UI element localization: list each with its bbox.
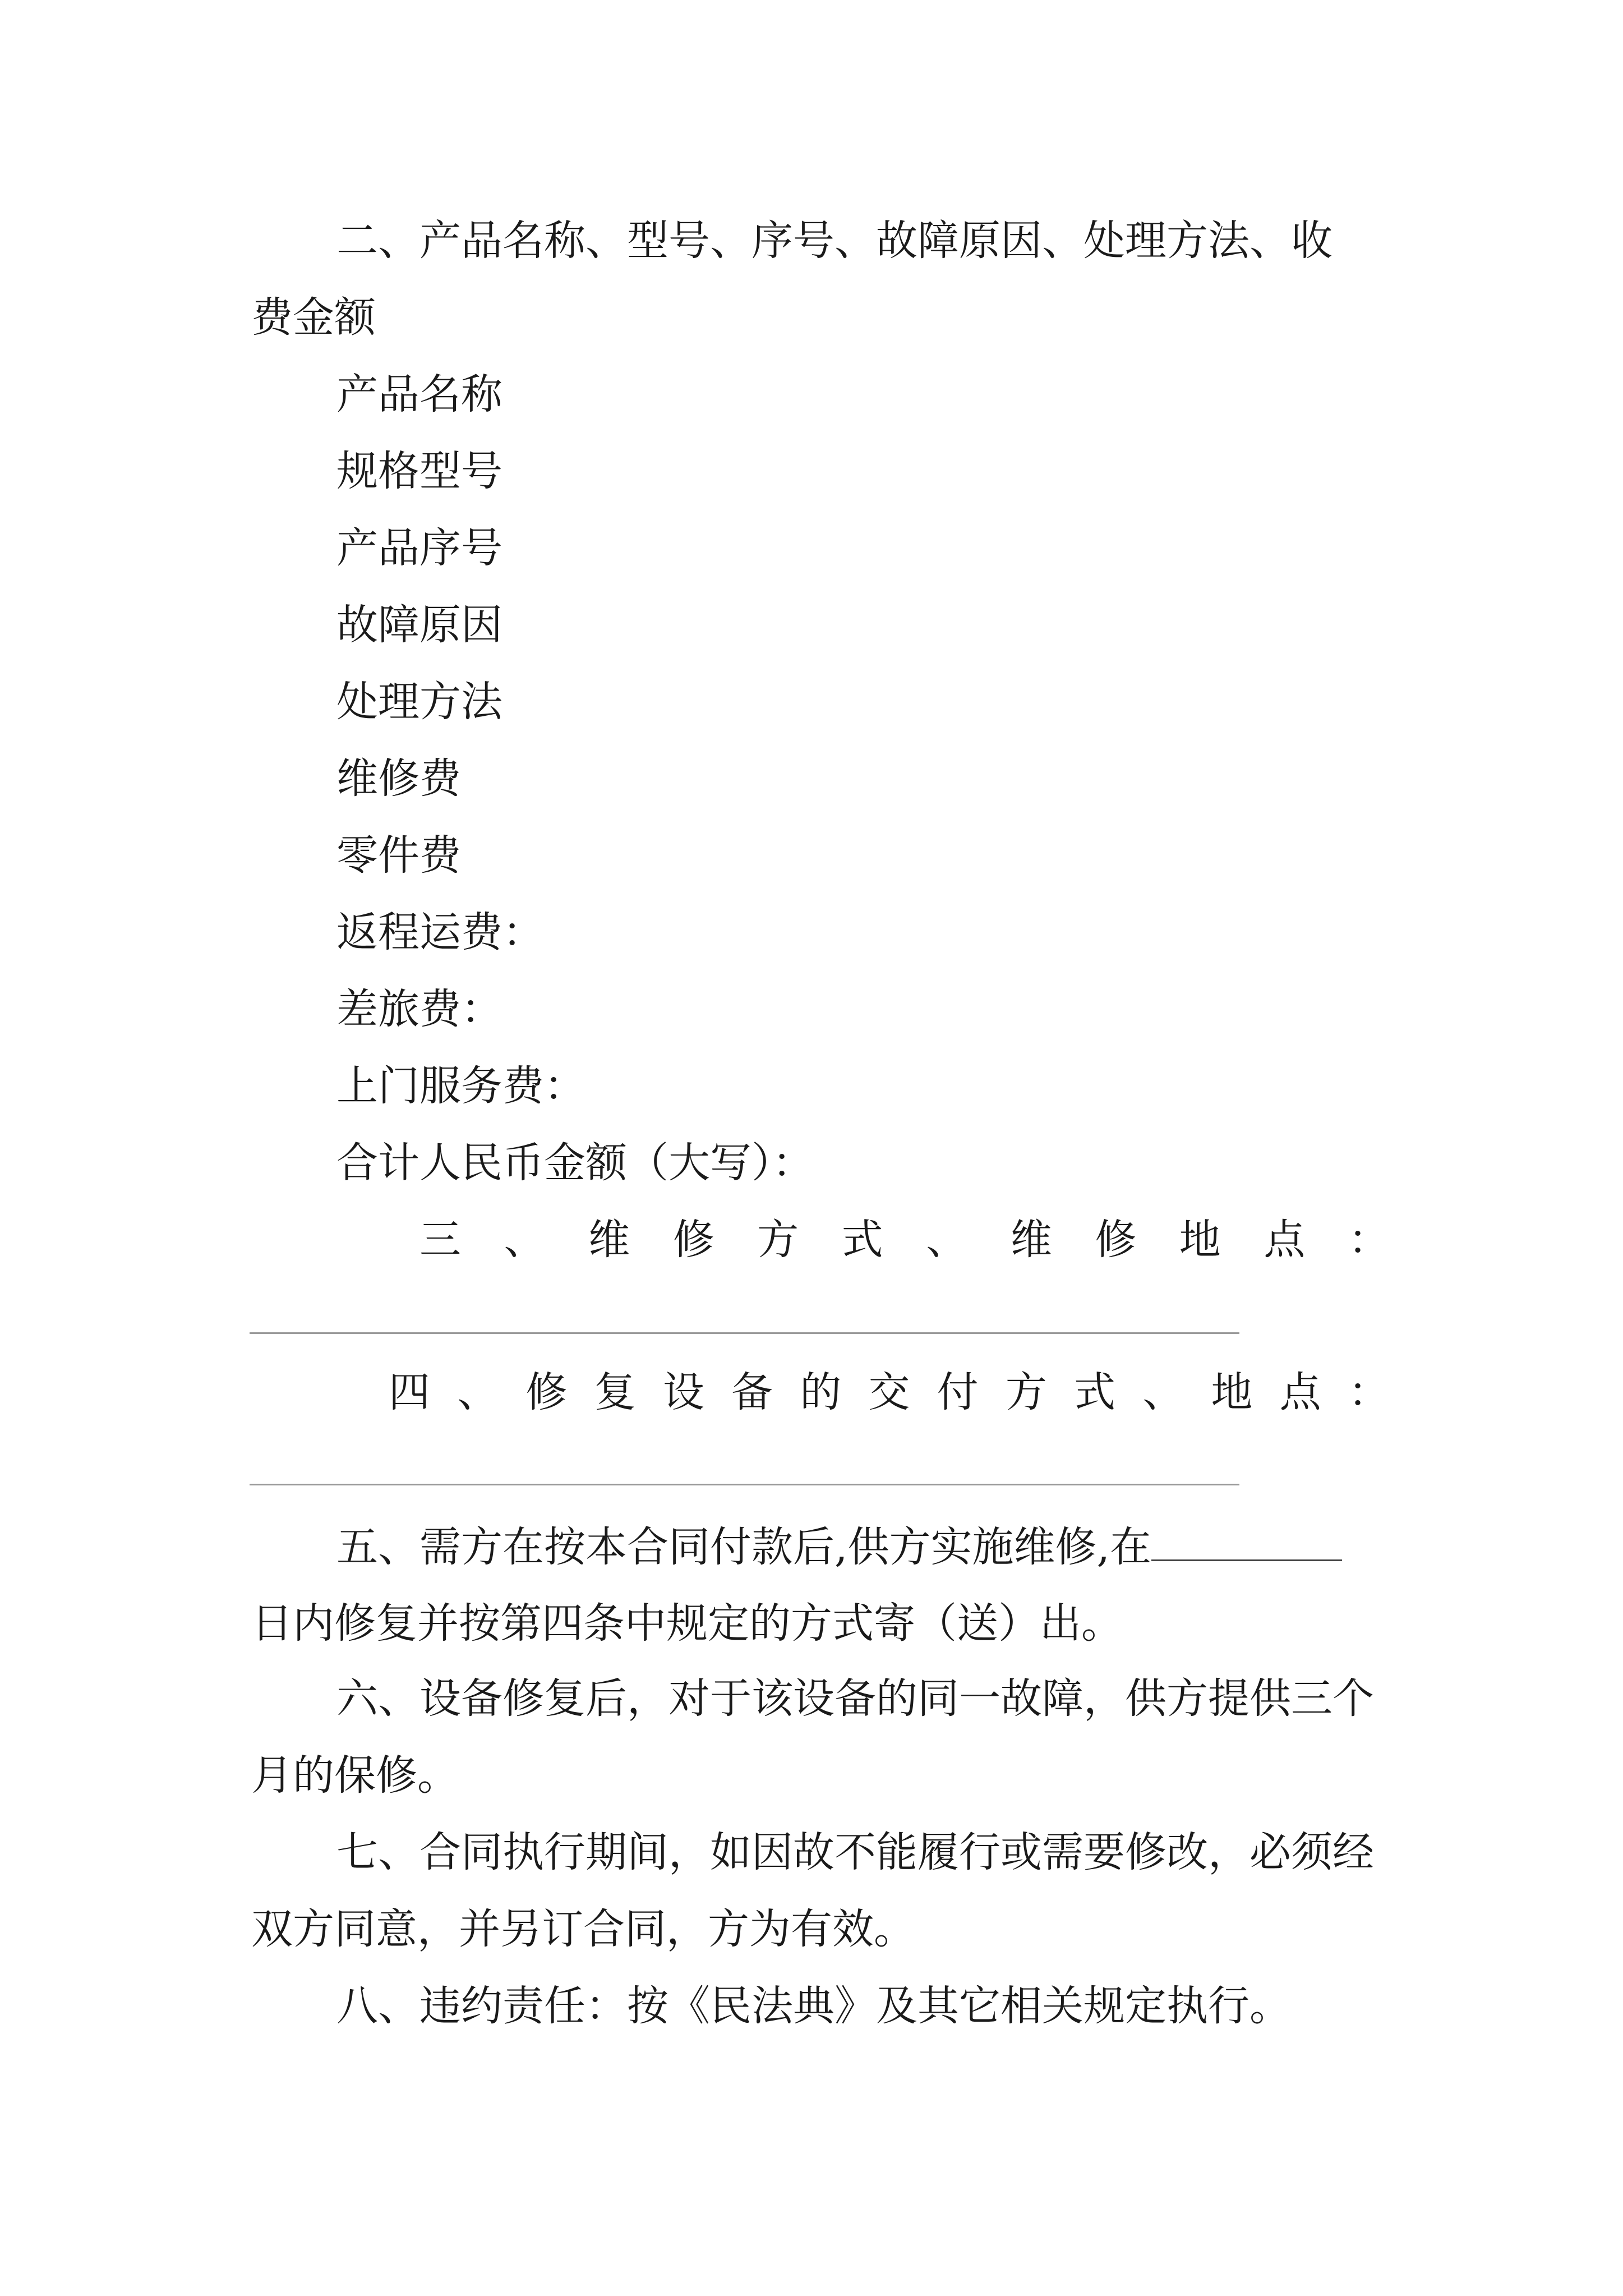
- section-6-paragraph: 六、设备修复后，对于该设备的同一故障，供方提供三个月的保修。: [251, 1674, 1374, 1800]
- item-travel-expense: 差旅费：: [336, 985, 502, 1033]
- days-blank-field[interactable]: [1151, 1526, 1342, 1561]
- heading-char: 复: [594, 1368, 636, 1416]
- section-5-text-part1: 五、需方在按本合同付款后,供方实施维修,在: [336, 1523, 1152, 1571]
- section-7-paragraph: 七、合同执行期间，如因故不能履行或需要修改，必须经双方同意，并另订合同，方为有效。: [251, 1828, 1374, 1953]
- heading-char: 维: [1010, 1216, 1052, 1264]
- section-2-heading-line2: 费金额: [251, 293, 376, 342]
- heading-char: 交: [868, 1368, 910, 1416]
- item-product-name: 产品名称: [336, 370, 502, 418]
- section-8-paragraph: 八、违约责任：按《民法典》及其它相关规定执行。: [336, 1982, 1291, 2030]
- section-3-heading: [251, 1216, 1390, 1264]
- heading-char: 式: [841, 1216, 883, 1264]
- item-return-freight: 返程运费：: [336, 908, 544, 956]
- section-5-line1: [336, 1523, 1342, 1571]
- heading-char: 式: [1074, 1368, 1116, 1416]
- heading-char: 四: [389, 1368, 430, 1416]
- item-onsite-service-fee: 上门服务费：: [336, 1062, 585, 1110]
- section-4-heading: [251, 1368, 1390, 1416]
- item-parts-fee: 零件费: [336, 831, 461, 880]
- item-fault-cause: 故障原因: [336, 601, 502, 649]
- section-5-line2: 日内修复并按第四条中规定的方式寄（送）出。: [251, 1599, 1123, 1648]
- heading-char: ：: [1348, 1368, 1390, 1416]
- heading-char: 修: [525, 1368, 568, 1416]
- heading-char: 、: [926, 1216, 968, 1264]
- heading-char: 方: [757, 1216, 799, 1264]
- item-model: 规格型号: [336, 447, 502, 495]
- fill-in-line-repair-location[interactable]: [250, 1332, 1239, 1334]
- heading-char: 点: [1264, 1216, 1306, 1264]
- heading-char: 备: [731, 1368, 773, 1416]
- heading-char: ：: [1348, 1216, 1390, 1264]
- item-treatment-method: 处理方法: [336, 678, 502, 726]
- heading-char: 方: [1005, 1368, 1047, 1416]
- heading-char: 点: [1279, 1368, 1321, 1416]
- fill-in-line-delivery-location[interactable]: [250, 1484, 1239, 1485]
- heading-char: 、: [1142, 1368, 1184, 1416]
- heading-char: 、: [457, 1368, 499, 1416]
- heading-char: 三: [419, 1216, 461, 1264]
- heading-char: 设: [662, 1368, 704, 1416]
- heading-char: 修: [1095, 1216, 1137, 1264]
- item-serial-number: 产品序号: [336, 524, 502, 572]
- heading-char: 付: [937, 1368, 979, 1416]
- heading-char: 地: [1211, 1368, 1253, 1416]
- heading-char: 的: [800, 1368, 842, 1416]
- item-total-amount: 合计人民币金额（大写）：: [336, 1139, 814, 1187]
- heading-char: 修: [672, 1216, 714, 1264]
- item-repair-fee: 维修费: [336, 754, 461, 803]
- heading-char: 、: [504, 1216, 546, 1264]
- heading-char: 地: [1179, 1216, 1221, 1264]
- heading-char: 维: [588, 1216, 630, 1264]
- section-2-heading-line1: 二、产品名称、型号、序号、故障原因、处理方法、收: [336, 217, 1332, 265]
